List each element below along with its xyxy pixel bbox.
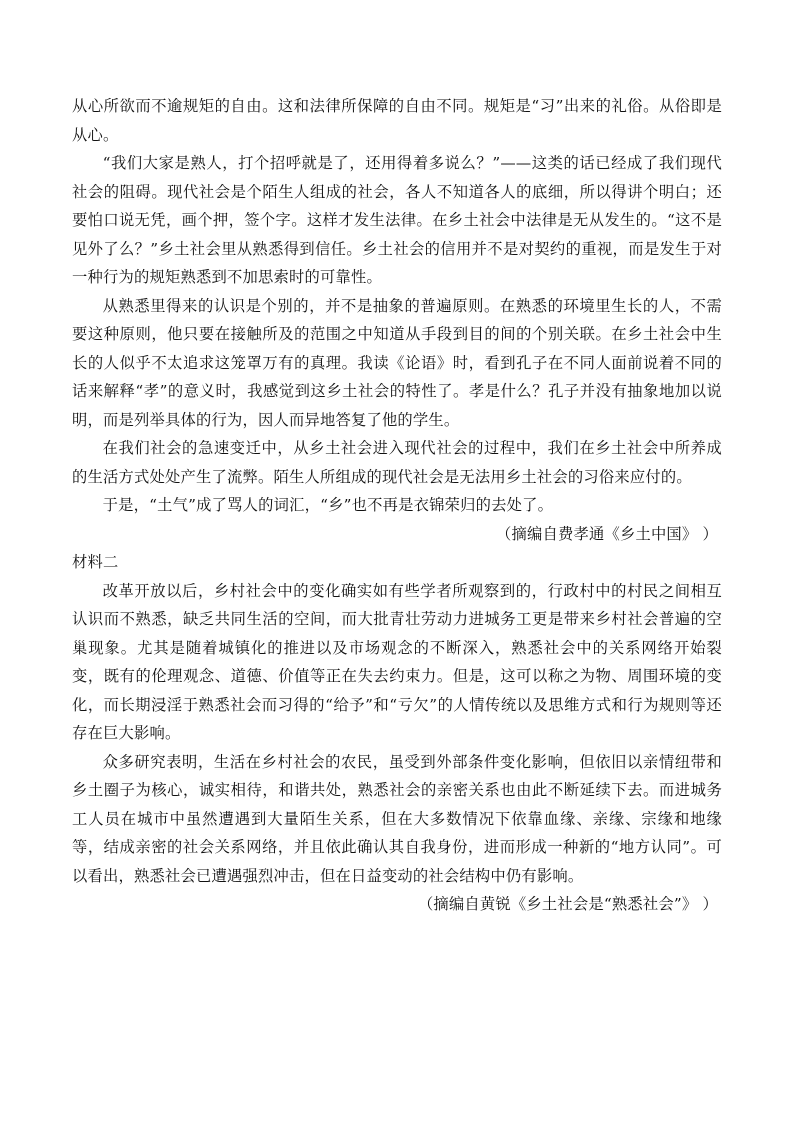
- paragraph-social-change: 在我们社会的急速变迁中，从乡土社会进入现代社会的过程中，我们在乡土社会中所养成的生活方式处处产生了流弊。陌生人所组成的现代社会是无法用乡土社会的习俗来应付的。: [72, 439, 722, 486]
- source-citation-two: （摘编自黄锐《乡土社会是“熟悉社会”》 ）: [417, 895, 718, 913]
- paragraph-familiar-knowledge: 从熟悉里得来的认识是个别的，并不是抽象的普遍原则。在熟悉的环境里生长的人，不需要这种原则，他只要在接触所及的范围之中知道从手段到目的间的个别关联。在乡土社会中生长的人似乎不太追求这笼罩万有的真理。我读《论语》时，看到孔子在不同人面前说着不同的话来解释“孝”的意义时，我感觉到这乡土社会的特性了。孝是什么？孔子并没有抽象地加以说明，而是列举具体的行为，因人而异地答复了他的学生。: [72, 296, 722, 429]
- source-citation-one: （摘编自费孝通《乡土中国》 ）: [495, 524, 718, 543]
- paragraph-rules-freedom: 从心所欲而不逾规矩的自由。这和法律所保障的自由不同。规矩是“习”出来的礼俗。从俗即是从心。: [72, 97, 722, 144]
- paragraph-research: 众多研究表明，生活在乡村社会的农民，虽受到外部条件变化影响，但依旧以亲情纽带和乡土圈子为核心，诚实相待，和谐共处，熟悉社会的亲密关系也由此不断延续下去。而进城务工人员在城市中虽然遭遇到大量陌生关系，但在大多数情况下依靠血缘、亲缘、宗缘和地缘等，结成亲密的社会关系网络，并且依此确认其自我身份，进而形成一种新的“地方认同”。可以看出，熟悉社会已遭遇强烈冲击，但在日益变动的社会结构中仍有影响。: [72, 752, 722, 885]
- paragraph-tuqi: 于是，“土气”成了骂人的词汇，“乡”也不再是衣锦荣归的去处了。: [102, 496, 554, 514]
- paragraph-acquaintances: “我们大家是熟人，打个招呼就是了，还用得着多说么？”——这类的话已经成了我们现代社会的阻碍。现代社会是个陌生人组成的社会，各人不知道各人的底细，所以得讲个明白；还要怕口说无凭，画个押，签个字。这样才发生法律。在乡土社会中法律是无从发生的。“这不是见外了么？”乡土社会里从熟悉得到信任。乡土社会的信用并不是对契约的重视，而是发生于对一种行为的规矩熟悉到不加思索时的可靠性。: [72, 154, 722, 286]
- section-heading-material-two: 材料二: [72, 553, 119, 571]
- document-page: [72, 92, 722, 919]
- paragraph-reform: 改革开放以后，乡村社会中的变化确实如有些学者所观察到的，行政村中的村民之间相互认识而不熟悉，缺乏共同生活的空间，而大批青壮劳动力进城务工更是带来乡村社会普遍的空巢现象。尤其是随着城镇化的推进以及市场观念的不断深入，熟悉社会中的关系网络开始裂变，既有的伦理观念、道德、价值等正在失去约束力。但是，这可以称之为物、周围环境的变化，而长期浸淫于熟悉社会而习得的“给予”和“亏欠”的人情传统以及思维方式和行为规则等还存在巨大影响。: [72, 581, 722, 742]
